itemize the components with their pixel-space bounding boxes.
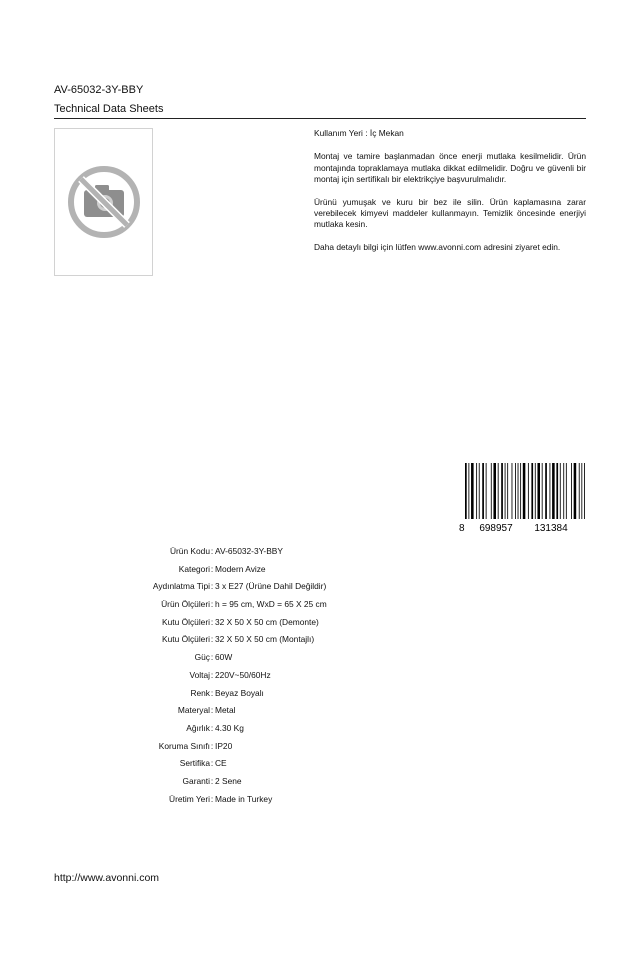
spec-label: Güç [194, 652, 210, 663]
spec-row [100, 633, 400, 651]
header-title: Technical Data Sheets [54, 103, 164, 115]
barcode-bar [528, 463, 529, 519]
spec-value: Beyaz Boyalı [215, 687, 264, 698]
spec-separator: : [210, 616, 214, 627]
header-divider [54, 118, 586, 119]
spec-label: Ürün Kodu [169, 546, 210, 556]
barcode-bar [581, 463, 582, 519]
barcode-bar [552, 463, 555, 519]
spec-row [100, 651, 400, 669]
spec-separator: : [210, 722, 214, 733]
barcode-bar [482, 463, 484, 519]
spec-value: AV-65032-3Y-BBY [215, 546, 283, 556]
spec-row [100, 722, 400, 740]
barcode-bar [493, 463, 496, 519]
spec-row [100, 669, 400, 687]
barcode-bar [512, 463, 513, 519]
product-photo-placeholder [54, 128, 153, 276]
barcode-bar [571, 463, 572, 519]
spec-value: Metal [215, 705, 236, 716]
barcode-bar [507, 463, 508, 519]
barcode-bar [579, 463, 580, 519]
barcode-bar [531, 463, 533, 519]
spec-label: Kutu Ölçüleri [162, 616, 210, 627]
barcode-bar [491, 463, 492, 519]
spec-label: Ürün Ölçüleri [161, 599, 210, 610]
barcode-bar [486, 463, 487, 519]
spec-row [100, 580, 400, 598]
barcode-bar [550, 463, 551, 519]
spec-separator: : [210, 793, 214, 804]
spec-value: 32 X 50 X 50 cm (Montajlı) [215, 634, 315, 645]
spec-row [100, 757, 400, 775]
barcode-bar [566, 463, 567, 519]
spec-separator: : [210, 740, 214, 751]
info-cleaning: Ürünü yumuşak ve kuru bir bez ile silin. Ürün kaplamasına zarar verebilecek kimyevi maddeler kullanmayın. Temizlik öncesinde enerjiyi mutlaka kesin. [314, 196, 586, 230]
spec-row [100, 793, 400, 811]
barcode-digit-first: 8 [459, 523, 465, 533]
spec-label: Materyal [177, 705, 210, 716]
barcode-bar [476, 463, 477, 519]
barcode-digits-left: 698957 [479, 523, 513, 533]
spec-row [100, 545, 400, 563]
barcode-bar [537, 463, 540, 519]
footer-url: http://www.avonni.com [54, 872, 160, 884]
barcode-bar [556, 463, 558, 519]
spec-label: Kategori [178, 563, 210, 574]
spec-row [100, 563, 400, 581]
usage-location: Kullanım Yeri : İç Mekan [314, 128, 404, 138]
spec-separator: : [210, 599, 214, 610]
spec-value: CE [215, 758, 227, 769]
spec-label: Koruma Sınıfı [158, 740, 210, 751]
spec-row [100, 775, 400, 793]
barcode-bar [468, 463, 469, 519]
spec-label: Sertifika [179, 758, 210, 769]
spec-separator: : [210, 669, 214, 680]
spec-separator: : [210, 705, 214, 716]
spec-label: Ağırlık [186, 722, 210, 733]
barcode-bar [520, 463, 521, 519]
barcode-bar [584, 463, 585, 519]
spec-table [100, 545, 400, 810]
spec-label: Kutu Ölçüleri [162, 634, 210, 645]
spec-value: 60W [215, 652, 233, 663]
info-website: Daha detaylı bilgi için lütfen www.avonni.com adresini ziyaret edin. [314, 241, 561, 252]
spec-value: 220V~50/60Hz [215, 669, 271, 680]
spec-separator: : [210, 563, 214, 574]
spec-label: Garanti [182, 775, 210, 786]
barcode-bar [515, 463, 516, 519]
spec-value: 32 X 50 X 50 cm (Demonte) [215, 616, 319, 627]
info-installation: Montaj ve tamire başlanmadan önce enerji mutlaka kesilmelidir. Ürün montajında topraklamaya mutlaka dikkat edilmelidir. Doğru ve güvenli bir montaj için sertifikalı bir elektrikçiye başvurulmalıdır. [314, 151, 586, 185]
spec-row [100, 616, 400, 634]
info-block [314, 128, 586, 264]
spec-value: Modern Avize [215, 563, 266, 574]
barcode-bar [560, 463, 561, 519]
spec-label: Üretim Yeri [169, 793, 210, 804]
barcode-bar [465, 463, 467, 519]
spec-row [100, 704, 400, 722]
barcode-bar [563, 463, 564, 519]
spec-value: 2 Sene [215, 775, 242, 786]
spec-separator: : [210, 634, 214, 645]
spec-separator: : [210, 546, 214, 556]
spec-row [100, 740, 400, 758]
spec-value: 3 x E27 (Ürüne Dahil Değildir) [215, 581, 327, 592]
spec-label: Voltaj [189, 669, 210, 680]
barcode-bar [518, 463, 519, 519]
spec-value: h = 95 cm, WxD = 65 X 25 cm [215, 599, 327, 610]
barcode-bar [574, 463, 577, 519]
barcode-bar [542, 463, 543, 519]
barcode-bar [501, 463, 503, 519]
spec-label: Aydınlatma Tipi [152, 581, 210, 592]
barcode-bar [498, 463, 499, 519]
barcode-bar [505, 463, 506, 519]
spec-row [100, 687, 400, 705]
barcode-bar [523, 463, 526, 519]
barcode [456, 461, 586, 533]
no-photo-icon [65, 163, 143, 241]
spec-separator: : [210, 758, 214, 769]
barcode-bar [535, 463, 536, 519]
barcode-bar [545, 463, 547, 519]
spec-label: Renk [190, 687, 210, 698]
spec-separator: : [210, 652, 214, 663]
barcode-bar [479, 463, 480, 519]
barcode-digits-right: 131384 [534, 523, 568, 533]
spec-value: 4.30 Kg [215, 722, 244, 733]
spec-row [100, 598, 400, 616]
spec-separator: : [210, 581, 214, 592]
spec-separator: : [210, 775, 214, 786]
spec-separator: : [210, 687, 214, 698]
header-product-code: AV-65032-3Y-BBY [54, 84, 144, 96]
spec-value: Made in Turkey [215, 793, 273, 804]
barcode-bar [471, 463, 474, 519]
spec-value: IP20 [215, 740, 233, 751]
